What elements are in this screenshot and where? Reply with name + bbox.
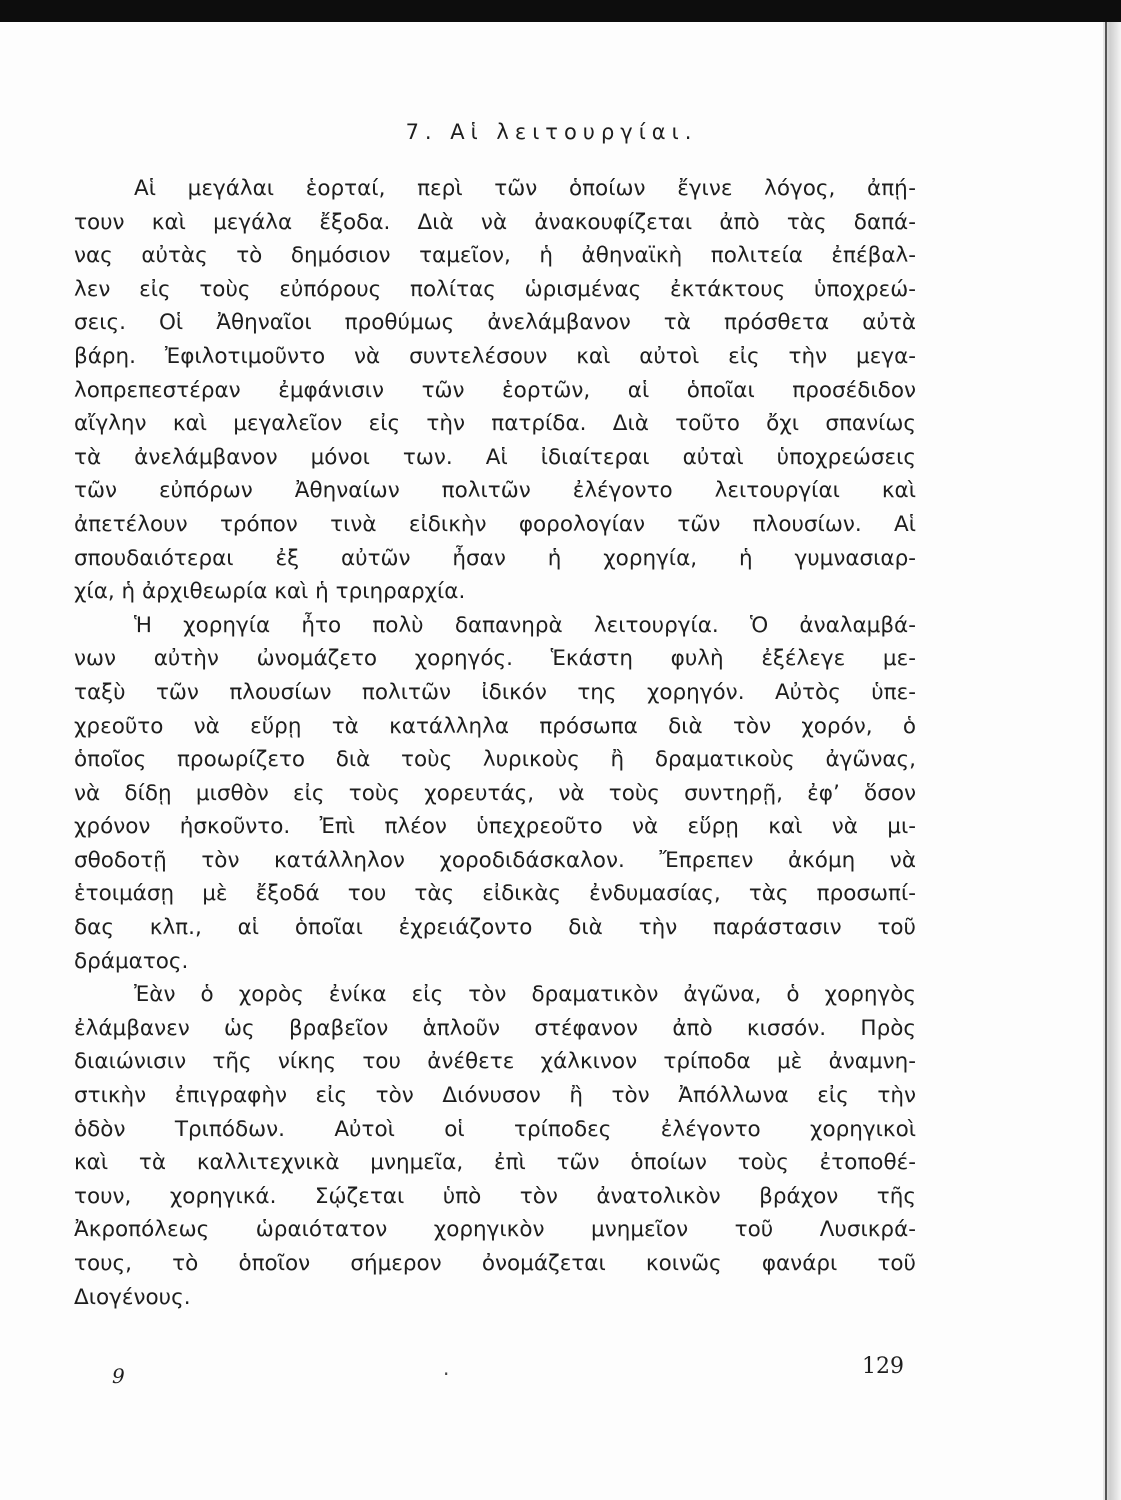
text-line: λοπρεπεστέραν ἐμφάνισιν τῶν ἑορτῶν, αἱ ὁποῖαι προσέδιδον — [74, 377, 916, 403]
text-line: Αἱ μεγάλαι ἑορταί, περὶ τῶν ὁποίων ἔγινε λόγος, ἀπῄ- — [134, 176, 916, 201]
page-number: 129 — [862, 1354, 904, 1379]
text-line: νὰ δίδῃ μισθὸν εἰς τοὺς χορευτάς, νὰ τοὺς συντηρῇ, ἐφ’ ὅσον — [74, 780, 916, 806]
text-line: τους, τὸ ὁποῖον σήμερον ὀνομάζεται κοινῶς φανάρι τοῦ — [74, 1251, 916, 1276]
text-line: ἑτοιμάσῃ μὲ ἔξοδά του τὰς εἰδικὰς ἐνδυμασίας, τὰς προσωπί- — [74, 881, 916, 907]
text-line: χρόνον ἠσκοῦντο. Ἐπὶ πλέον ὑπεχρεοῦτο νὰ εὕρῃ καὶ νὰ μι- — [74, 814, 916, 840]
text-line: λεν εἰς τοὺς εὐπόρους πολίτας ὡρισμένας ἐκτάκτους ὑποχρεώ- — [74, 276, 916, 302]
text-line: ἀπετέλουν τρόπον τινὰ εἰδικὴν φορολογίαν τῶν πλουσίων. Αἱ — [74, 511, 916, 537]
text-line: στικὴν ἐπιγραφὴν εἰς τὸν Διόνυσον ἢ τὸν Ἀπόλλωνα εἰς τὴν — [74, 1083, 916, 1109]
text-line: τῶν εὐπόρων Ἀθηναίων πολιτῶν ἐλέγοντο λειτουργίαι καὶ — [74, 478, 916, 504]
scan-top-border — [0, 0, 1121, 22]
text-line: νας αὐτὰς τὸ δημόσιον ταμεῖον, ἡ ἀθηναϊκὴ πολιτεία ἐπέβαλ- — [74, 243, 916, 269]
page-edge-line — [1105, 22, 1107, 1500]
text-line: καὶ τὰ καλλιτεχνικὰ μνημεῖα, ἐπὶ τῶν ὁποίων τοὺς ἐτοποθέ- — [74, 1150, 916, 1176]
text-line: τουν, χορηγικά. Σῴζεται ὑπὸ τὸν ἀνατολικὸν βράχον τῆς — [74, 1183, 916, 1209]
section-heading: 7. Αἱ λειτουργίαι. — [405, 120, 698, 144]
text-line: ὁδὸν Τριπόδων. Αὐτοὶ οἱ τρίποδες ἐλέγοντο χορηγικοὶ — [74, 1116, 916, 1142]
text-line: χρεοῦτο νὰ εὕρῃ τὰ κατάλληλα πρόσωπα διὰ τὸν χορόν, ὁ — [74, 713, 916, 739]
text-line: νων αὐτὴν ὠνομάζετο χορηγός. Ἑκάστη φυλὴ ἐξέλεγε με- — [74, 646, 916, 672]
text-line: Ἐὰν ὁ χορὸς ἐνίκα εἰς τὸν δραματικὸν ἀγῶνα, ὁ χορηγὸς — [134, 982, 916, 1008]
book-page — [0, 22, 1103, 1500]
signature-mark: 9 — [112, 1364, 125, 1388]
text-line: σεις. Οἱ Ἀθηναῖοι προθύμως ἀνελάμβανον τὰ πρόσθετα αὐτὰ — [74, 310, 916, 336]
text-line: σπουδαιότεραι ἐξ αὐτῶν ἦσαν ἡ χορηγία, ἡ γυμνασιαρ- — [74, 545, 916, 571]
text-line: χία, ἡ ἀρχιθεωρία καὶ ἡ τριηραρχία. — [74, 579, 466, 605]
text-line: τουν καὶ μεγάλα ἔξοδα. Διὰ νὰ ἀνακουφίζεται ἀπὸ τὰς δαπά- — [74, 209, 916, 235]
text-line: Διογένους. — [74, 1284, 191, 1310]
text-line: δράματος. — [74, 948, 189, 974]
text-line: ἐλάμβανεν ὡς βραβεῖον ἁπλοῦν στέφανον ἀπὸ κισσόν. Πρὸς — [74, 1015, 916, 1041]
text-line: δας κλπ., αἱ ὁποῖαι ἐχρειάζοντο διὰ τὴν παράστασιν τοῦ — [74, 915, 916, 941]
text-line: τὰ ἀνελάμβανον μόνοι των. Αἱ ἰδιαίτεραι αὐταὶ ὑποχρεώσεις — [74, 444, 916, 470]
text-line: αἴγλην καὶ μεγαλεῖον εἰς τὴν πατρίδα. Διὰ τοῦτο ὄχι σπανίως — [74, 411, 916, 437]
text-line: σθοδοτῇ τὸν κατάλληλον χοροδιδάσκαλον. Ἔπρεπεν ἀκόμη νὰ — [74, 847, 916, 873]
text-line: ὁποῖος προωρίζετο διὰ τοὺς λυρικοὺς ἢ δραματικοὺς ἀγῶνας, — [74, 747, 916, 773]
body-text — [74, 172, 916, 1314]
text-line: ταξὺ τῶν πλουσίων πολιτῶν ἰδικόν της χορηγόν. Αὐτὸς ὑπε- — [74, 679, 916, 705]
text-line: Ἡ χορηγία ἦτο πολὺ δαπανηρὰ λειτουργία. Ὁ ἀναλαμβά- — [134, 612, 916, 638]
speck-mark: · — [443, 1362, 450, 1386]
text-line: Ἀκροπόλεως ὡραιότατον χορηγικὸν μνημεῖον τοῦ Λυσικρά- — [74, 1217, 916, 1243]
text-line: βάρη. Ἐφιλοτιμοῦντο νὰ συντελέσουν καὶ αὐτοὶ εἰς τὴν μεγα- — [74, 343, 916, 369]
text-line: διαιώνισιν τῆς νίκης του ἀνέθετε χάλκινον τρίποδα μὲ ἀναμνη- — [74, 1049, 916, 1075]
